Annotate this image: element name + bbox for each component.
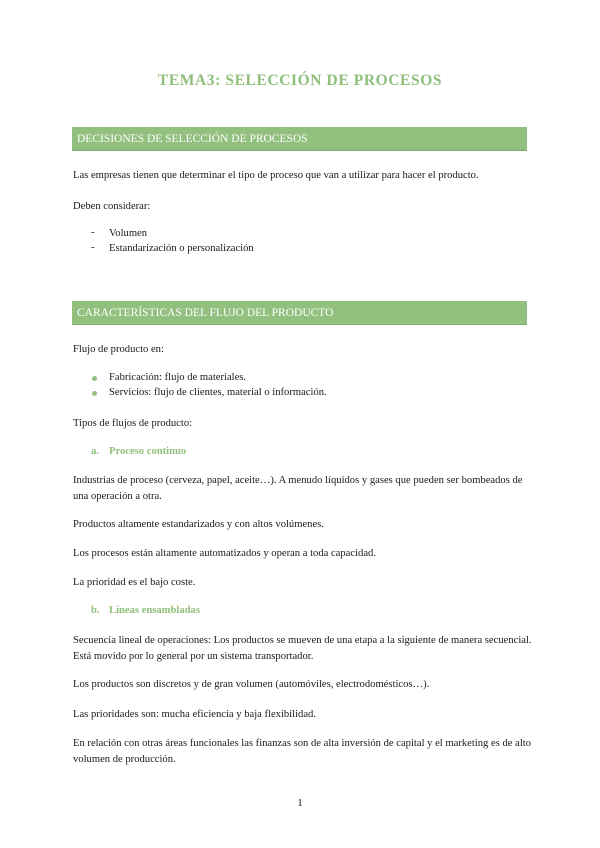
list-item: Volumen bbox=[109, 228, 148, 239]
paragraph: En relación con otras áreas funcionales las finanzas son de alta inversión de capital y el marketing es de alto volumen de producción. bbox=[73, 738, 532, 765]
paragraph: Flujo de producto en: bbox=[73, 344, 164, 355]
subsection-letter: b. bbox=[91, 605, 100, 616]
paragraph: Industrias de proceso (cerveza, papel, aceite…). A menudo líquidos y gases que pueden ser bombeados de una operación a otra. bbox=[73, 475, 523, 502]
paragraph: Tipos de flujos de producto: bbox=[73, 418, 193, 429]
bullet-icon bbox=[92, 391, 97, 396]
section-heading-caracteristicas: CARACTERÍSTICAS DEL FLUJO DEL PRODUCTO bbox=[72, 301, 527, 325]
paragraph: La prioridad es el bajo coste. bbox=[73, 577, 196, 588]
paragraph: Los productos son discretos y de gran volumen (automóviles, electrodomésticos…). bbox=[73, 679, 430, 690]
subsection-title: Proceso continuo bbox=[109, 446, 187, 457]
paragraph: Deben considerar: bbox=[73, 201, 151, 212]
subsection-letter: a. bbox=[91, 446, 99, 457]
paragraph: Las empresas tienen que determinar el tipo de proceso que van a utilizar para hacer el producto. bbox=[73, 170, 479, 181]
page-number: 1 bbox=[297, 797, 303, 809]
section-heading-decisiones: DECISIONES DE SELECCIÓN DE PROCESOS bbox=[72, 127, 527, 151]
bullet-icon bbox=[92, 376, 97, 381]
list-item: Estandarización o personalización bbox=[109, 243, 254, 254]
paragraph: Productos altamente estandarizados y con altos volúmenes. bbox=[73, 519, 324, 530]
list-dash: - bbox=[91, 227, 95, 238]
paragraph: Secuencia lineal de operaciones: Los productos se mueven de una etapa a la siguiente de manera secuencial. Está movido por lo general por un sistema transportador. bbox=[73, 635, 532, 662]
list-item: Servicios: flujo de clientes, material o información. bbox=[109, 387, 327, 398]
list-item: Fabricación: flujo de materiales. bbox=[109, 372, 247, 383]
paragraph: Los procesos están altamente automatizados y operan a toda capacidad. bbox=[73, 548, 376, 559]
subsection-title: Líneas ensambladas bbox=[109, 605, 200, 616]
list-dash: - bbox=[91, 242, 95, 253]
paragraph: Las prioridades son: mucha eficiencia y baja flexibilidad. bbox=[73, 709, 316, 720]
page-title: TEMA3: SELECCIÓN DE PROCESOS bbox=[157, 72, 443, 89]
